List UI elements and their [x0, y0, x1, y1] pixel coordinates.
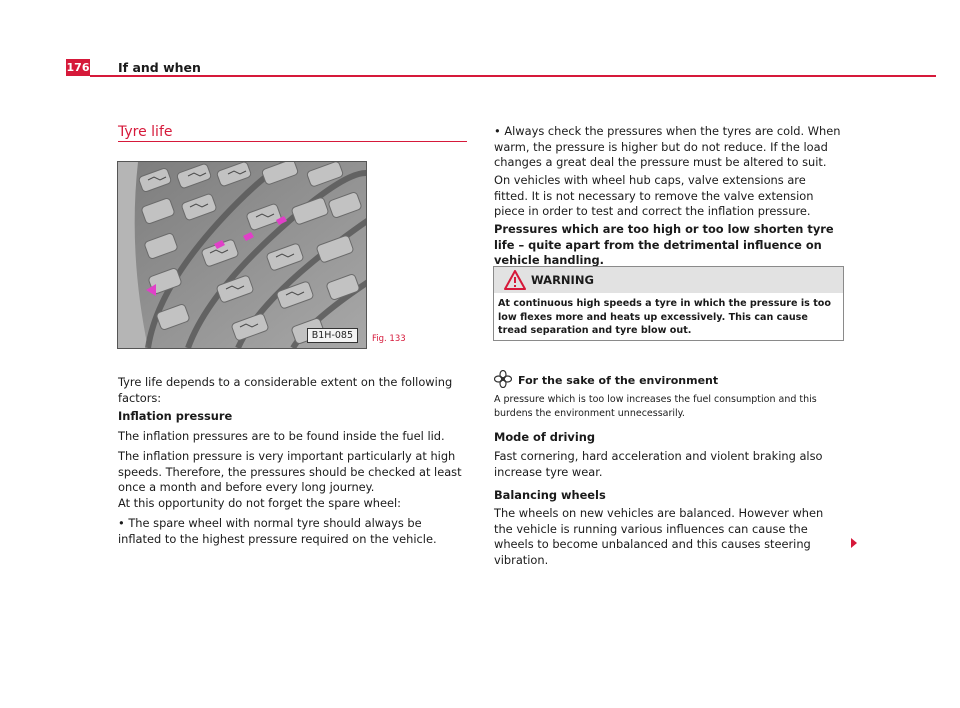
figure-caption: Fig. 133 — [372, 334, 406, 344]
flower-environment-icon — [494, 370, 512, 388]
paragraph-check-cold: • Always check the pressures when the tyres are cold. When warm, the pressure is higher but do not reduce. If the load changes a great deal the pressure must be altered to suit. — [494, 124, 841, 169]
environment-title: For the sake of the environment — [518, 374, 719, 387]
paragraph-inflation-importance: The inflation pressure is very important particularly at high speeds. Therefore, the pressures should be checked at least once a month and before every long journey. — [118, 449, 462, 494]
heading-inflation-pressure: Inflation pressure — [118, 409, 233, 423]
paragraph-tyre-life-factors: Tyre life depends to a considerable extent on the following factors: — [118, 375, 453, 405]
continue-arrow-icon — [851, 538, 857, 548]
warning-header — [494, 267, 843, 293]
paragraph-spare-wheel-intro: At this opportunity do not forget the spare wheel: — [118, 496, 402, 510]
warning-triangle-icon — [504, 270, 526, 290]
figure-code-label: B1H-085 — [307, 328, 358, 343]
header-rule — [90, 75, 936, 77]
paragraph-fuel-lid: The inflation pressures are to be found inside the fuel lid. — [118, 429, 445, 443]
paragraph-valve-extensions: On vehicles with wheel hub caps, valve extensions are fitted. It is not necessary to remove the valve extension piece in order to test and correct the inflation pressure. — [494, 173, 814, 218]
warning-title: WARNING — [531, 273, 594, 287]
section-title: Tyre life — [118, 124, 173, 140]
tyre-tread-figure — [117, 161, 367, 349]
paragraph-spare-wheel-bullet: • The spare wheel with normal tyre should always be inflated to the highest pressure required on the vehicle. — [118, 516, 437, 546]
paragraph-pressure-warning-bold: Pressures which are too high or too low shorten tyre life – quite apart from the detrimental influence on vehicle handling. — [494, 222, 834, 267]
heading-mode-of-driving: Mode of driving — [494, 430, 596, 444]
page-number: 176 — [66, 61, 90, 74]
paragraph-balancing-wheels: The wheels on new vehicles are balanced. However when the vehicle is running various influences can cause the wheels to become unbalanced and this causes steering vibration. — [494, 506, 824, 567]
warning-box — [493, 266, 844, 341]
header-title: If and when — [118, 60, 201, 75]
section-rule — [118, 141, 467, 142]
tyre-tread-illustration — [118, 162, 366, 348]
paragraph-mode-of-driving: Fast cornering, hard acceleration and violent braking also increase tyre wear. — [494, 449, 823, 479]
warning-text: At continuous high speeds a tyre in which the pressure is too low flexes more and heats up excessively. This can cause tread separation and tyre blow out. — [498, 298, 831, 336]
environment-text: A pressure which is too low increases the fuel consumption and this burdens the environment unnecessarily. — [494, 394, 817, 419]
heading-balancing-wheels: Balancing wheels — [494, 488, 606, 502]
